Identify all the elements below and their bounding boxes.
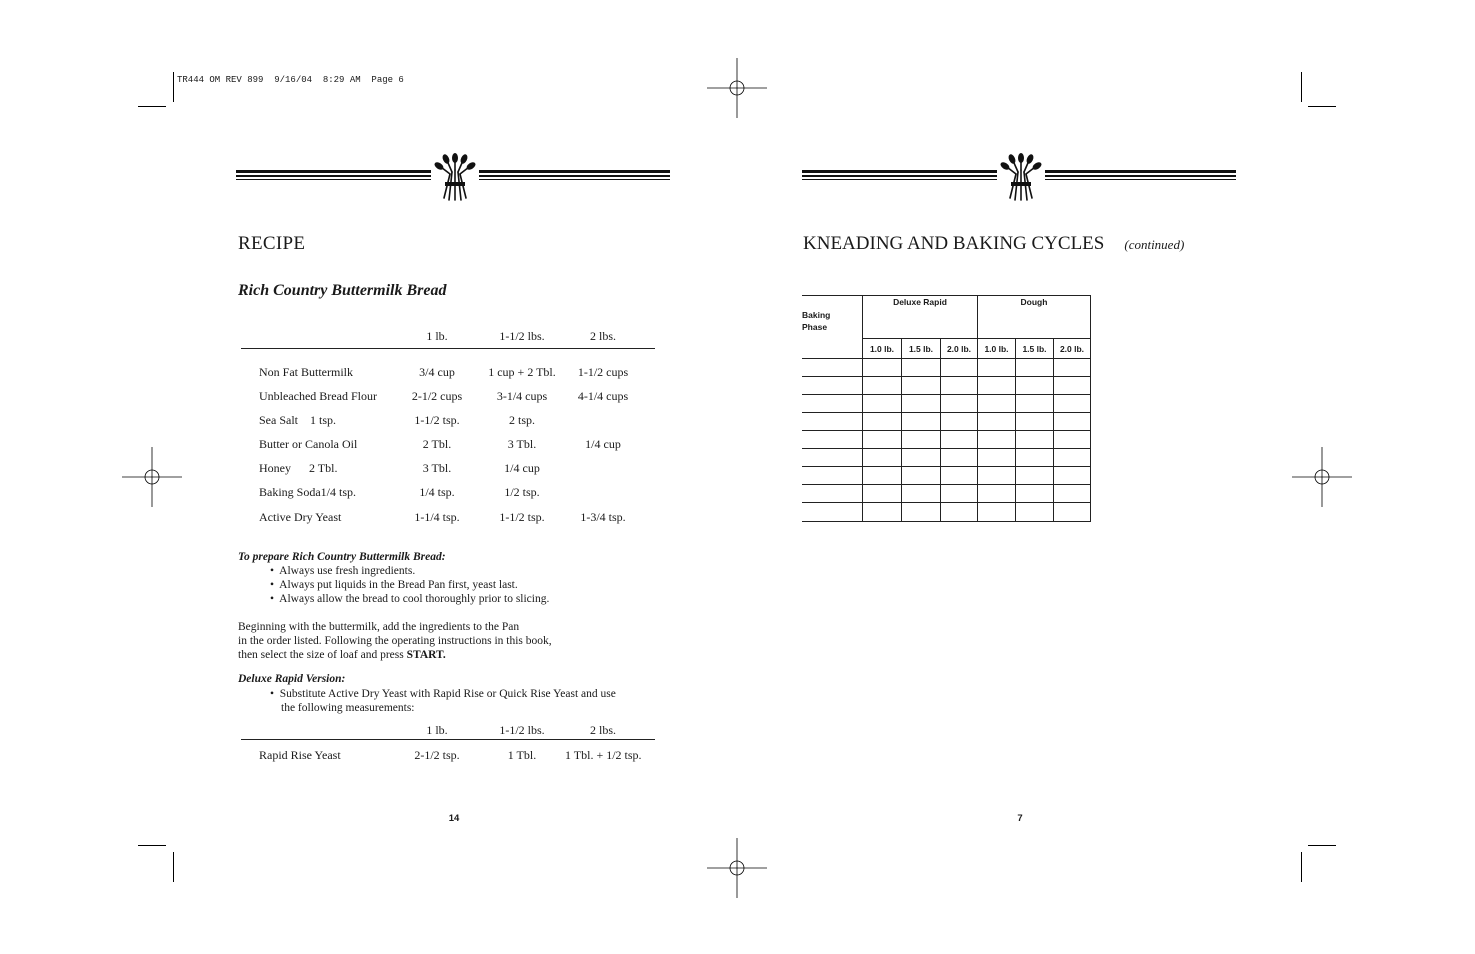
table-cell: [802, 431, 863, 449]
ingredient-name: Baking Soda1/4 tsp.: [259, 485, 357, 499]
tip-text: Always allow the bread to cool thoroughly prior to slicing.: [279, 593, 550, 605]
table-cell: 4-1/4 cups: [577, 389, 629, 403]
heading-note: (continued): [1124, 237, 1185, 252]
table-cell: [1054, 395, 1091, 413]
table-cell: 3-1/4 cups: [496, 389, 548, 403]
table-row: [241, 748, 655, 764]
table-cell: [863, 449, 902, 467]
tip-list: [270, 564, 549, 606]
table-cell: 1 cup + 2 Tbl.: [488, 365, 556, 379]
registration-mark-icon: [707, 58, 767, 118]
ingredient-name: Active Dry Yeast: [259, 510, 342, 524]
start-keyword: START.: [406, 649, 446, 661]
table-cell: [1054, 431, 1091, 449]
table-cell: [802, 395, 863, 413]
deluxe-bullet: [270, 687, 616, 715]
table-divider: [241, 348, 655, 349]
table-cell: [941, 359, 978, 377]
list-item: • Always put liquids in the Bread Pan first, yeast last.: [270, 579, 518, 591]
table-cell: [1054, 467, 1091, 485]
table-cell: 3/4 cup: [419, 365, 455, 379]
table-cell: [863, 395, 902, 413]
page-number: 7: [1017, 813, 1023, 824]
ingredient-name: Unbleached Bread Flour: [259, 389, 377, 403]
table-cell: [1016, 359, 1054, 377]
table-cell: [802, 449, 863, 467]
crop-mark: [173, 72, 174, 102]
crop-mark: [138, 106, 166, 107]
table-cell: [802, 377, 863, 395]
table-cell: [978, 359, 1016, 377]
row-header: [802, 296, 863, 359]
column-header: 1-1/2 lbs.: [499, 723, 545, 737]
tip-text: Always use fresh ingredients.: [279, 565, 416, 577]
table-cell: 2 tsp.: [508, 413, 535, 427]
table-cell: [863, 485, 902, 503]
crop-mark: [1308, 106, 1336, 107]
table-cell: [941, 449, 978, 467]
table-cell: [802, 467, 863, 485]
table-cell: [802, 359, 863, 377]
table-header-row: [241, 723, 655, 739]
size-header: 1.5 lb.: [1016, 339, 1054, 359]
registration-mark-icon: [122, 447, 182, 507]
column-header: 1 lb.: [426, 329, 448, 343]
table-cell: [1054, 449, 1091, 467]
list-item-continuation: the following measurements:: [281, 702, 415, 714]
table-cell: 2 Tbl.: [422, 437, 452, 451]
table-cell: [978, 503, 1016, 522]
table-cell: 1-1/2 cups: [577, 365, 629, 379]
table-cell: [978, 413, 1016, 431]
table-cell: [978, 377, 1016, 395]
table-cell: 1 Tbl.: [507, 748, 537, 762]
instruction-line: Beginning with the buttermilk, add the ingredients to the Pan: [238, 621, 520, 633]
ingredient-name: Butter or Canola Oil: [259, 437, 358, 451]
row-header-label: Baking Phase: [802, 310, 831, 332]
table-cell: [863, 359, 902, 377]
prepare-heading: To prepare Rich Country Buttermilk Bread:: [238, 551, 446, 563]
instruction-line: in the order listed. Following the operating instructions in this book,: [238, 635, 552, 647]
table-cell: [802, 485, 863, 503]
list-item: • Substitute Active Dry Yeast with Rapid Rise or Quick Rise Yeast and use: [270, 688, 616, 700]
table-cell: 1 Tbl. + 1/2 tsp.: [565, 748, 642, 762]
slug-line: TR444 OM REV 899 9/16/04 8:29 AM Page 6: [177, 75, 404, 85]
column-header: 1-1/2 lbs.: [499, 329, 545, 343]
table-cell: [1054, 359, 1091, 377]
table-cell: [802, 413, 863, 431]
registration-mark-icon: [707, 838, 767, 898]
table-cell: 2-1/2 cups: [411, 389, 463, 403]
table-row: [241, 365, 655, 381]
list-item: • Always allow the bread to cool thoroughly prior to slicing.: [270, 593, 550, 605]
ingredient-name: Rapid Rise Yeast: [259, 748, 341, 762]
table-cell: [902, 359, 941, 377]
table-cell: [902, 485, 941, 503]
crop-mark: [1301, 852, 1302, 882]
table-row: [802, 449, 1091, 467]
list-item: • Always use fresh ingredients.: [270, 565, 416, 577]
ingredient-name: Honey 2 Tbl.: [259, 461, 338, 475]
size-header: 1.0 lb.: [863, 339, 902, 359]
size-header: 2.0 lb.: [1054, 339, 1091, 359]
table-row: [802, 413, 1091, 431]
table-cell: [941, 377, 978, 395]
table-row: [802, 377, 1091, 395]
table-cell: [1016, 449, 1054, 467]
table-cell: [902, 449, 941, 467]
table-cell: [941, 431, 978, 449]
table-cell: [863, 503, 902, 522]
table-row: [241, 461, 655, 477]
table-cell: 1-1/4 tsp.: [414, 510, 460, 524]
table-cell: 3 Tbl.: [422, 461, 452, 475]
table-cell: [978, 467, 1016, 485]
table-cell: [902, 431, 941, 449]
table-cell: [1054, 413, 1091, 431]
table-header-row: [241, 329, 655, 345]
table-cell: [863, 377, 902, 395]
wheat-sheaf-icon: [431, 150, 479, 202]
table-cell: [863, 413, 902, 431]
page-heading: [803, 233, 1184, 255]
table-row: [802, 485, 1091, 503]
table-row: [241, 389, 655, 405]
cycles-table: [802, 295, 1091, 522]
table-cell: [978, 395, 1016, 413]
table-row: [241, 485, 655, 501]
table-cell: 1-1/2 tsp.: [499, 510, 545, 524]
table-row: [802, 395, 1091, 413]
table-cell: [1016, 413, 1054, 431]
table-cell: [902, 395, 941, 413]
deluxe-heading: Deluxe Rapid Version:: [238, 673, 346, 685]
table-cell: [1054, 503, 1091, 522]
table-cell: 1/4 tsp.: [419, 485, 455, 499]
table-cell: 1/2 tsp.: [504, 485, 540, 499]
crop-mark: [1308, 845, 1336, 846]
table-cell: [941, 485, 978, 503]
tip-text: Always put liquids in the Bread Pan first, yeast last.: [279, 579, 518, 591]
table-cell: [941, 503, 978, 522]
table-divider: [241, 739, 655, 740]
table-cell: [1016, 485, 1054, 503]
group-header: Deluxe Rapid: [863, 296, 978, 339]
column-header: 1 lb.: [426, 723, 448, 737]
table-row: [802, 359, 1091, 377]
instruction-line: then select the size of loaf and press START.: [238, 649, 446, 661]
group-header: Dough: [978, 296, 1091, 339]
table-cell: [1016, 377, 1054, 395]
column-header: 2 lbs.: [589, 329, 616, 343]
instructions-paragraph: [238, 620, 552, 662]
wheat-sheaf-icon: [997, 150, 1045, 202]
crop-mark: [173, 852, 174, 882]
recipe-table: [241, 329, 655, 529]
table-cell: [902, 413, 941, 431]
table-cell: [902, 503, 941, 522]
column-header: 2 lbs.: [589, 723, 616, 737]
table-row: [802, 503, 1091, 522]
table-cell: [863, 431, 902, 449]
table-cell: [941, 467, 978, 485]
table-cell: [978, 485, 1016, 503]
table-cell: 1/4 cup: [504, 461, 540, 475]
recipe-title: Rich Country Buttermilk Bread: [238, 282, 447, 299]
crop-mark: [1301, 72, 1302, 102]
table-cell: [941, 395, 978, 413]
table-cell: [978, 449, 1016, 467]
table-cell: [941, 413, 978, 431]
page-heading: RECIPE: [238, 233, 306, 254]
table-cell: 1/4 cup: [585, 437, 621, 451]
ingredient-name: Sea Salt 1 tsp.: [259, 413, 336, 427]
size-header: 1.0 lb.: [978, 339, 1016, 359]
table-row: [802, 431, 1091, 449]
table-cell: [1016, 503, 1054, 522]
crop-mark: [138, 845, 166, 846]
table-cell: [902, 467, 941, 485]
table-cell: [902, 377, 941, 395]
table-row: [241, 510, 655, 526]
table-cell: [1054, 377, 1091, 395]
table-row: [241, 413, 655, 429]
table-cell: [978, 431, 1016, 449]
table-cell: [863, 467, 902, 485]
size-header: 2.0 lb.: [941, 339, 978, 359]
deluxe-table: [241, 723, 655, 767]
ingredient-name: Non Fat Buttermilk: [259, 365, 353, 379]
registration-mark-icon: [1292, 447, 1352, 507]
table-cell: 1-1/2 tsp.: [414, 413, 460, 427]
table-cell: 1-3/4 tsp.: [580, 510, 626, 524]
table-cell: [802, 503, 863, 522]
table-cell: 2-1/2 tsp.: [414, 748, 460, 762]
table-cell: [1016, 431, 1054, 449]
table-row: [802, 467, 1091, 485]
table-row: [241, 437, 655, 453]
table-cell: [1016, 467, 1054, 485]
page-number: 14: [448, 813, 460, 824]
cycles-heading: KNEADING AND BAKING CYCLES: [803, 233, 1105, 254]
size-header: 1.5 lb.: [902, 339, 941, 359]
table-cell: [1016, 395, 1054, 413]
table-cell: [1054, 485, 1091, 503]
table-cell: 3 Tbl.: [507, 437, 537, 451]
